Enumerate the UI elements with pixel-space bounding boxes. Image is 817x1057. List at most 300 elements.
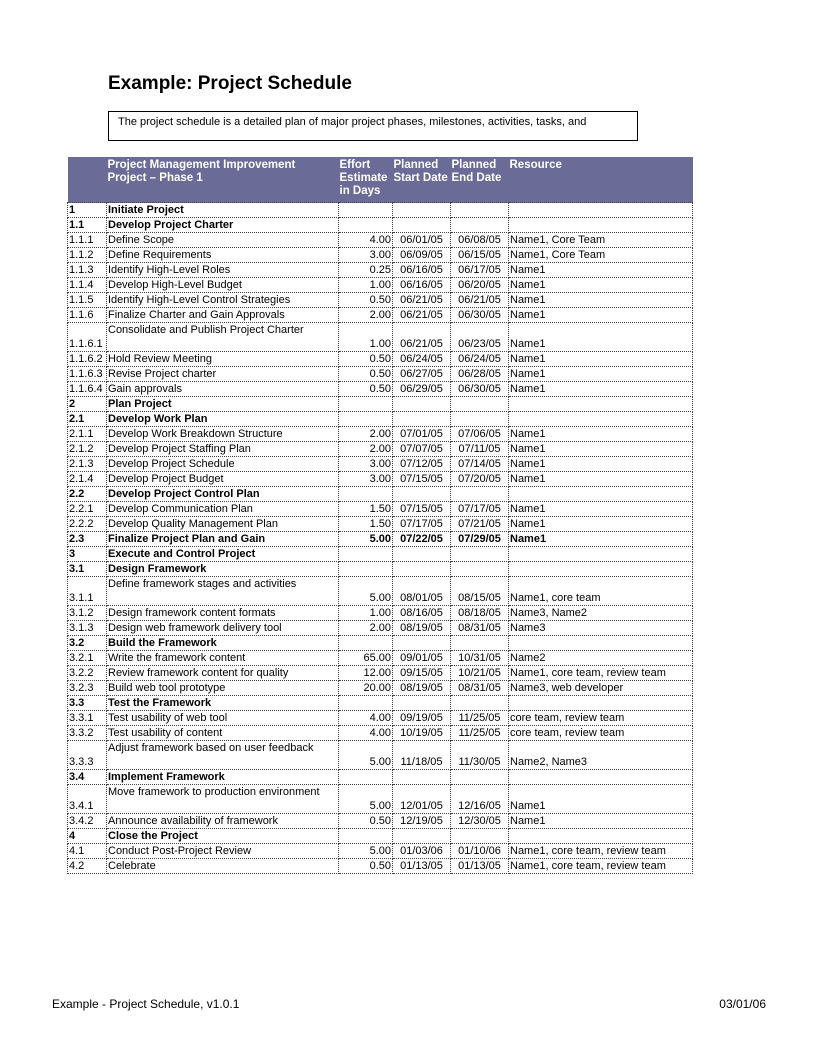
cell-resource: Name2, Name3	[509, 741, 693, 770]
cell-effort: 4.00	[339, 711, 393, 726]
table-row	[68, 666, 693, 681]
cell-id: 2.1	[68, 412, 107, 427]
cell-activity: Gain approvals	[107, 382, 339, 397]
cell-resource: Name1	[509, 814, 693, 829]
cell-resource: Name1	[509, 472, 693, 487]
cell-id: 3.4.2	[68, 814, 107, 829]
cell-start-date: 12/19/05	[393, 814, 451, 829]
cell-id: 3	[68, 547, 107, 562]
cell-start-date: 06/16/05	[393, 263, 451, 278]
cell-resource	[509, 829, 693, 844]
cell-resource: Name1	[509, 517, 693, 532]
cell-effort: 1.00	[339, 323, 393, 352]
cell-resource: core team, review team	[509, 711, 693, 726]
cell-id: 3.3	[68, 696, 107, 711]
cell-effort: 3.00	[339, 248, 393, 263]
cell-id: 1	[68, 203, 107, 218]
cell-start-date: 07/17/05	[393, 517, 451, 532]
cell-resource: Name1	[509, 352, 693, 367]
cell-end-date	[451, 412, 509, 427]
cell-effort: 65.00	[339, 651, 393, 666]
cell-id: 3.1	[68, 562, 107, 577]
cell-activity: Plan Project	[107, 397, 339, 412]
cell-effort: 5.00	[339, 741, 393, 770]
cell-effort	[339, 562, 393, 577]
table-row	[68, 606, 693, 621]
cell-effort: 1.00	[339, 278, 393, 293]
table-row	[68, 457, 693, 472]
cell-start-date: 07/15/05	[393, 502, 451, 517]
cell-end-date: 06/17/05	[451, 263, 509, 278]
table-row	[68, 844, 693, 859]
cell-start-date: 07/07/05	[393, 442, 451, 457]
cell-id: 2.3	[68, 532, 107, 547]
cell-id: 3.4	[68, 770, 107, 785]
cell-activity: Close the Project	[107, 829, 339, 844]
cell-id: 1.1.6.1	[68, 323, 107, 352]
cell-start-date: 10/19/05	[393, 726, 451, 741]
cell-end-date: 06/20/05	[451, 278, 509, 293]
cell-effort: 5.00	[339, 532, 393, 547]
cell-activity: Consolidate and Publish Project Charter	[107, 323, 339, 352]
table-row	[68, 636, 693, 651]
cell-effort: 3.00	[339, 457, 393, 472]
table-row	[68, 741, 693, 770]
cell-start-date	[393, 218, 451, 233]
table-row	[68, 770, 693, 785]
table-row	[68, 785, 693, 814]
cell-effort: 2.00	[339, 621, 393, 636]
cell-end-date: 07/17/05	[451, 502, 509, 517]
cell-start-date: 06/24/05	[393, 352, 451, 367]
cell-end-date: 11/25/05	[451, 726, 509, 741]
cell-resource: Name3	[509, 621, 693, 636]
cell-end-date: 10/21/05	[451, 666, 509, 681]
cell-resource: Name1	[509, 323, 693, 352]
header-resource: Resource	[509, 157, 693, 203]
cell-activity: Execute and Control Project	[107, 547, 339, 562]
cell-activity: Develop Work Breakdown Structure	[107, 427, 339, 442]
cell-resource	[509, 412, 693, 427]
cell-id: 4.2	[68, 859, 107, 874]
cell-start-date: 07/01/05	[393, 427, 451, 442]
footer-doc-name: Example - Project Schedule, v1.0.1	[52, 997, 240, 1011]
cell-start-date: 06/09/05	[393, 248, 451, 263]
cell-effort: 0.50	[339, 352, 393, 367]
cell-effort	[339, 636, 393, 651]
cell-effort: 2.00	[339, 442, 393, 457]
table-row	[68, 532, 693, 547]
cell-activity: Identify High-Level Control Strategies	[107, 293, 339, 308]
cell-effort: 0.50	[339, 859, 393, 874]
cell-end-date	[451, 696, 509, 711]
cell-end-date: 06/21/05	[451, 293, 509, 308]
cell-resource	[509, 770, 693, 785]
cell-end-date: 07/14/05	[451, 457, 509, 472]
cell-start-date: 09/19/05	[393, 711, 451, 726]
cell-activity: Develop Project Budget	[107, 472, 339, 487]
cell-activity: Design web framework delivery tool	[107, 621, 339, 636]
cell-resource: Name1	[509, 457, 693, 472]
cell-activity: Develop Project Control Plan	[107, 487, 339, 502]
cell-resource	[509, 203, 693, 218]
cell-id: 3.1.2	[68, 606, 107, 621]
cell-activity: Finalize Project Plan and Gain	[107, 532, 339, 547]
cell-id: 2	[68, 397, 107, 412]
cell-end-date: 12/30/05	[451, 814, 509, 829]
table-row	[68, 487, 693, 502]
cell-id: 1.1.5	[68, 293, 107, 308]
cell-start-date: 08/19/05	[393, 681, 451, 696]
cell-activity: Define Scope	[107, 233, 339, 248]
cell-resource: Name1	[509, 263, 693, 278]
cell-effort	[339, 770, 393, 785]
cell-resource: Name1	[509, 382, 693, 397]
cell-end-date: 08/15/05	[451, 577, 509, 606]
cell-activity: Build web tool prototype	[107, 681, 339, 696]
cell-activity: Develop High-Level Budget	[107, 278, 339, 293]
cell-id: 1.1	[68, 218, 107, 233]
table-row	[68, 651, 693, 666]
cell-start-date	[393, 412, 451, 427]
cell-activity: Hold Review Meeting	[107, 352, 339, 367]
intro-text-box: The project schedule is a detailed plan of major project phases, milestones, activities, tasks, and	[108, 111, 638, 141]
cell-activity: Revise Project charter	[107, 367, 339, 382]
cell-start-date: 07/12/05	[393, 457, 451, 472]
cell-effort	[339, 203, 393, 218]
cell-id: 4.1	[68, 844, 107, 859]
cell-activity: Move framework to production environment	[107, 785, 339, 814]
cell-end-date	[451, 397, 509, 412]
table-row	[68, 502, 693, 517]
cell-id: 3.3.3	[68, 741, 107, 770]
cell-end-date	[451, 562, 509, 577]
table-row	[68, 308, 693, 323]
cell-end-date	[451, 487, 509, 502]
cell-end-date: 06/08/05	[451, 233, 509, 248]
cell-effort: 3.00	[339, 472, 393, 487]
cell-end-date: 11/25/05	[451, 711, 509, 726]
cell-id: 3.4.1	[68, 785, 107, 814]
cell-id: 3.2.3	[68, 681, 107, 696]
cell-end-date: 01/13/05	[451, 859, 509, 874]
cell-activity: Conduct Post-Project Review	[107, 844, 339, 859]
cell-start-date	[393, 203, 451, 218]
cell-effort: 0.50	[339, 293, 393, 308]
cell-end-date: 08/31/05	[451, 621, 509, 636]
cell-resource: Name1	[509, 502, 693, 517]
cell-end-date: 06/15/05	[451, 248, 509, 263]
cell-start-date: 01/13/05	[393, 859, 451, 874]
table-row	[68, 278, 693, 293]
cell-end-date: 01/10/06	[451, 844, 509, 859]
cell-resource: Name1	[509, 278, 693, 293]
cell-id: 3.2.1	[68, 651, 107, 666]
cell-resource: Name1, Core Team	[509, 248, 693, 263]
cell-end-date	[451, 218, 509, 233]
table-row	[68, 814, 693, 829]
cell-effort: 2.00	[339, 308, 393, 323]
cell-start-date: 06/27/05	[393, 367, 451, 382]
cell-resource: Name1	[509, 427, 693, 442]
cell-effort	[339, 397, 393, 412]
cell-id: 3.3.2	[68, 726, 107, 741]
cell-end-date: 08/18/05	[451, 606, 509, 621]
cell-activity: Define Requirements	[107, 248, 339, 263]
cell-id: 3.1.1	[68, 577, 107, 606]
cell-activity: Develop Project Staffing Plan	[107, 442, 339, 457]
cell-start-date	[393, 770, 451, 785]
cell-effort: 1.00	[339, 606, 393, 621]
cell-resource: Name1, Core Team	[509, 233, 693, 248]
cell-start-date: 08/16/05	[393, 606, 451, 621]
cell-start-date: 06/21/05	[393, 293, 451, 308]
table-row	[68, 203, 693, 218]
cell-end-date: 07/06/05	[451, 427, 509, 442]
cell-id: 2.1.3	[68, 457, 107, 472]
cell-activity: Write the framework content	[107, 651, 339, 666]
cell-resource: Name1	[509, 785, 693, 814]
cell-effort: 20.00	[339, 681, 393, 696]
cell-start-date	[393, 829, 451, 844]
schedule-body	[68, 203, 693, 874]
table-row	[68, 681, 693, 696]
cell-activity: Review framework content for quality	[107, 666, 339, 681]
table-row	[68, 711, 693, 726]
cell-resource: Name2	[509, 651, 693, 666]
table-row	[68, 293, 693, 308]
table-row	[68, 442, 693, 457]
cell-resource: Name3, Name2	[509, 606, 693, 621]
cell-end-date	[451, 547, 509, 562]
cell-resource	[509, 218, 693, 233]
cell-end-date: 07/29/05	[451, 532, 509, 547]
cell-activity: Develop Project Schedule	[107, 457, 339, 472]
cell-id: 1.1.6	[68, 308, 107, 323]
cell-resource: Name1	[509, 532, 693, 547]
cell-id: 3.3.1	[68, 711, 107, 726]
table-row	[68, 382, 693, 397]
cell-effort	[339, 829, 393, 844]
cell-effort: 5.00	[339, 844, 393, 859]
cell-id: 1.1.1	[68, 233, 107, 248]
cell-start-date: 07/22/05	[393, 532, 451, 547]
cell-resource: Name1	[509, 442, 693, 457]
cell-effort: 0.50	[339, 382, 393, 397]
table-row	[68, 829, 693, 844]
cell-end-date	[451, 203, 509, 218]
cell-start-date: 09/15/05	[393, 666, 451, 681]
cell-resource: Name1	[509, 308, 693, 323]
cell-end-date: 08/31/05	[451, 681, 509, 696]
cell-resource: Name1, core team, review team	[509, 844, 693, 859]
cell-resource: Name1, core team, review team	[509, 859, 693, 874]
cell-start-date	[393, 696, 451, 711]
cell-resource: core team, review team	[509, 726, 693, 741]
cell-effort: 5.00	[339, 785, 393, 814]
cell-activity: Identify High-Level Roles	[107, 263, 339, 278]
cell-effort	[339, 696, 393, 711]
cell-start-date: 06/01/05	[393, 233, 451, 248]
cell-activity: Adjust framework based on user feedback	[107, 741, 339, 770]
table-row	[68, 218, 693, 233]
cell-start-date	[393, 636, 451, 651]
table-row	[68, 859, 693, 874]
cell-end-date: 07/20/05	[451, 472, 509, 487]
cell-start-date: 12/01/05	[393, 785, 451, 814]
cell-id: 2.2	[68, 487, 107, 502]
cell-resource: Name1	[509, 293, 693, 308]
cell-resource: Name1	[509, 367, 693, 382]
cell-activity: Develop Quality Management Plan	[107, 517, 339, 532]
table-row	[68, 397, 693, 412]
cell-id: 1.1.4	[68, 278, 107, 293]
cell-resource: Name1, core team	[509, 577, 693, 606]
cell-activity: Initiate Project	[107, 203, 339, 218]
cell-id: 1.1.6.2	[68, 352, 107, 367]
cell-id: 1.1.3	[68, 263, 107, 278]
table-row	[68, 696, 693, 711]
cell-id: 1.1.2	[68, 248, 107, 263]
cell-end-date: 10/31/05	[451, 651, 509, 666]
cell-end-date	[451, 829, 509, 844]
table-row	[68, 621, 693, 636]
cell-activity: Define framework stages and activities	[107, 577, 339, 606]
cell-start-date	[393, 547, 451, 562]
cell-activity: Celebrate	[107, 859, 339, 874]
cell-activity: Test usability of web tool	[107, 711, 339, 726]
cell-activity: Build the Framework	[107, 636, 339, 651]
table-row	[68, 577, 693, 606]
cell-end-date: 11/30/05	[451, 741, 509, 770]
table-row	[68, 412, 693, 427]
page-title: Example: Project Schedule	[108, 73, 352, 94]
table-row	[68, 517, 693, 532]
cell-end-date: 06/24/05	[451, 352, 509, 367]
cell-start-date: 11/18/05	[393, 741, 451, 770]
table-row	[68, 248, 693, 263]
table-row	[68, 367, 693, 382]
cell-end-date: 07/21/05	[451, 517, 509, 532]
cell-effort: 2.00	[339, 427, 393, 442]
cell-start-date: 08/19/05	[393, 621, 451, 636]
cell-end-date: 06/28/05	[451, 367, 509, 382]
table-row	[68, 352, 693, 367]
cell-activity: Test the Framework	[107, 696, 339, 711]
cell-resource	[509, 696, 693, 711]
cell-id: 1.1.6.4	[68, 382, 107, 397]
cell-effort	[339, 218, 393, 233]
cell-start-date: 06/29/05	[393, 382, 451, 397]
cell-effort: 12.00	[339, 666, 393, 681]
cell-start-date	[393, 562, 451, 577]
cell-effort	[339, 487, 393, 502]
cell-effort: 1.50	[339, 502, 393, 517]
cell-resource	[509, 487, 693, 502]
cell-activity: Test usability of content	[107, 726, 339, 741]
cell-effort: 1.50	[339, 517, 393, 532]
header-activity: Project Management Improvement Project – Phase 1	[107, 157, 339, 203]
cell-activity: Design Framework	[107, 562, 339, 577]
cell-resource	[509, 397, 693, 412]
header-id	[68, 157, 107, 203]
cell-id: 2.1.4	[68, 472, 107, 487]
cell-effort	[339, 412, 393, 427]
header-end: Planned End Date	[451, 157, 509, 203]
cell-activity: Develop Project Charter	[107, 218, 339, 233]
cell-start-date	[393, 487, 451, 502]
cell-effort: 4.00	[339, 726, 393, 741]
footer-date: 03/01/06	[719, 997, 766, 1011]
cell-id: 2.1.1	[68, 427, 107, 442]
table-row	[68, 427, 693, 442]
cell-id: 2.2.2	[68, 517, 107, 532]
cell-activity: Design framework content formats	[107, 606, 339, 621]
cell-resource: Name1, core team, review team	[509, 666, 693, 681]
cell-activity: Implement Framework	[107, 770, 339, 785]
cell-resource	[509, 636, 693, 651]
table-row	[68, 263, 693, 278]
table-row	[68, 233, 693, 248]
cell-end-date	[451, 636, 509, 651]
table-header-row	[68, 157, 693, 203]
cell-end-date: 07/11/05	[451, 442, 509, 457]
cell-resource: Name3, web developer	[509, 681, 693, 696]
table-row	[68, 472, 693, 487]
cell-start-date: 07/15/05	[393, 472, 451, 487]
cell-end-date: 06/23/05	[451, 323, 509, 352]
table-row	[68, 323, 693, 352]
cell-effort: 0.25	[339, 263, 393, 278]
cell-id: 2.1.2	[68, 442, 107, 457]
cell-id: 2.2.1	[68, 502, 107, 517]
header-effort: Effort Estimate in Days	[339, 157, 393, 203]
cell-effort: 4.00	[339, 233, 393, 248]
cell-id: 3.2	[68, 636, 107, 651]
header-start: Planned Start Date	[393, 157, 451, 203]
cell-id: 3.2.2	[68, 666, 107, 681]
cell-start-date	[393, 397, 451, 412]
cell-effort	[339, 547, 393, 562]
cell-end-date: 06/30/05	[451, 308, 509, 323]
cell-start-date: 06/16/05	[393, 278, 451, 293]
cell-id: 1.1.6.3	[68, 367, 107, 382]
cell-end-date: 06/30/05	[451, 382, 509, 397]
cell-start-date: 06/21/05	[393, 308, 451, 323]
cell-id: 3.1.3	[68, 621, 107, 636]
table-row	[68, 547, 693, 562]
cell-start-date: 08/01/05	[393, 577, 451, 606]
table-row	[68, 726, 693, 741]
cell-activity: Announce availability of framework	[107, 814, 339, 829]
cell-id: 4	[68, 829, 107, 844]
cell-effort: 0.50	[339, 814, 393, 829]
cell-end-date: 12/16/05	[451, 785, 509, 814]
cell-start-date: 01/03/06	[393, 844, 451, 859]
schedule-table	[67, 157, 693, 874]
cell-resource	[509, 547, 693, 562]
cell-resource	[509, 562, 693, 577]
cell-activity: Develop Work Plan	[107, 412, 339, 427]
cell-activity: Develop Communication Plan	[107, 502, 339, 517]
cell-start-date: 09/01/05	[393, 651, 451, 666]
cell-end-date	[451, 770, 509, 785]
table-row	[68, 562, 693, 577]
cell-start-date: 06/21/05	[393, 323, 451, 352]
cell-activity: Finalize Charter and Gain Approvals	[107, 308, 339, 323]
cell-effort: 5.00	[339, 577, 393, 606]
cell-effort: 0.50	[339, 367, 393, 382]
